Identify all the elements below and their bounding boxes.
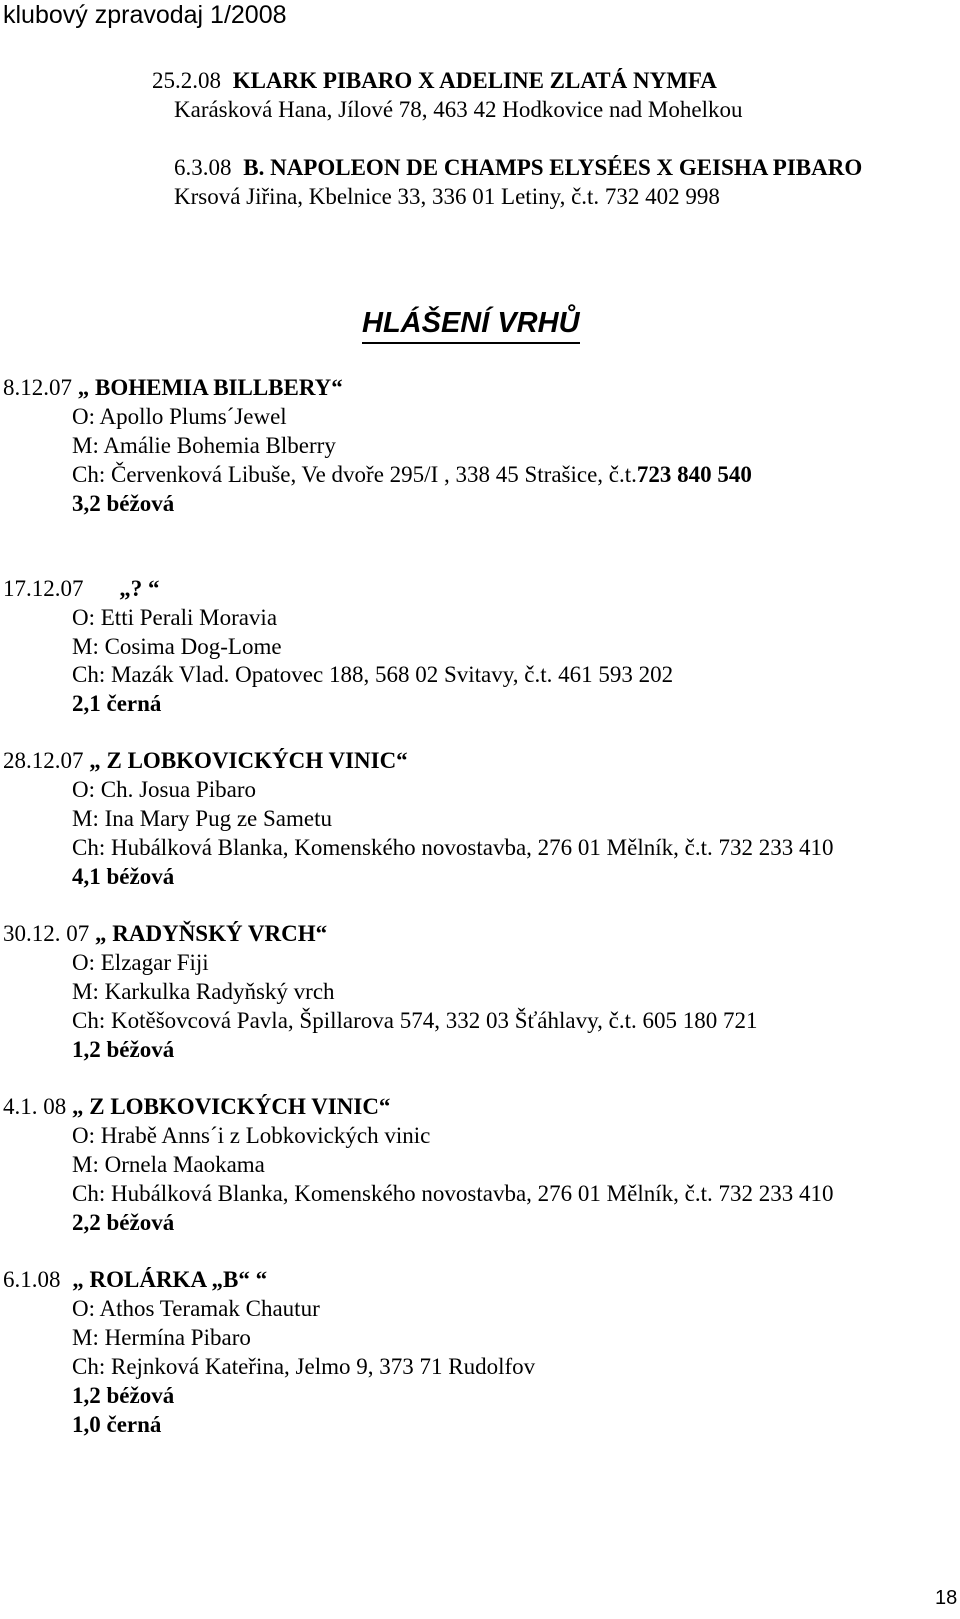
litter-date: 17.12.07 bbox=[3, 576, 84, 601]
litter-kennel: „ ROLÁRKA „B“ “ bbox=[72, 1267, 268, 1292]
litter-count: 1,2 béžová bbox=[72, 1383, 175, 1408]
breeder-phone: 723 840 540 bbox=[636, 462, 752, 487]
litter-sire: O: Ch. Josua Pibaro bbox=[72, 777, 256, 802]
litter-count: 2,2 béžová bbox=[72, 1210, 175, 1235]
litter-count: 1,0 černá bbox=[72, 1412, 162, 1437]
mating-1 bbox=[152, 66, 717, 95]
litter-dam: M: Karkulka Radyňský vrch bbox=[72, 979, 335, 1004]
litter-count: 4,1 béžová bbox=[72, 864, 175, 889]
litter-kennel: „ RADYŇSKÝ VRCH“ bbox=[95, 921, 328, 946]
litter-count: 3,2 béžová bbox=[72, 491, 175, 516]
litter-heading bbox=[3, 919, 327, 948]
page-number: 18 bbox=[935, 1587, 958, 1609]
litter-heading bbox=[3, 574, 160, 603]
litter-sire: O: Athos Teramak Chautur bbox=[72, 1296, 320, 1321]
litter-breeder: Ch: Rejnková Kateřina, Jelmo 9, 373 71 Rudolfov bbox=[72, 1354, 536, 1379]
litter-count: 1,2 béžová bbox=[72, 1037, 175, 1062]
litter-breeder: Ch: Hubálková Blanka, Komenského novostavba, 276 01 Mělník, č.t. 732 233 410 bbox=[72, 1181, 834, 1206]
mating-date: 25.2.08 bbox=[152, 68, 221, 93]
litter-date: 4.1. 08 bbox=[3, 1094, 67, 1119]
litter-dam: M: Hermína Pibaro bbox=[72, 1325, 251, 1350]
litter-heading bbox=[3, 1265, 267, 1294]
litter-kennel: „ Z LOBKOVICKÝCH VINIC“ bbox=[72, 1094, 391, 1119]
litter-sire: O: Etti Perali Moravia bbox=[72, 605, 278, 630]
section-title: HLÁŠENÍ VRHŮ bbox=[362, 306, 580, 344]
litter-breeder: Ch: Kotěšovcová Pavla, Špillarova 574, 332 03 Šťáhlavy, č.t. 605 180 721 bbox=[72, 1008, 758, 1033]
mating-address: Karásková Hana, Jílové 78, 463 42 Hodkovice nad Mohelkou bbox=[174, 97, 743, 122]
litter-breeder: Ch: Hubálková Blanka, Komenského novostavba, 276 01 Mělník, č.t. 732 233 410 bbox=[72, 835, 834, 860]
litter-breeder bbox=[72, 460, 752, 489]
litter-date: 28.12.07 bbox=[3, 748, 84, 773]
litter-count: 2,1 černá bbox=[72, 691, 162, 716]
newsletter-header: klubový zpravodaj 1/2008 bbox=[3, 1, 287, 29]
mating-pair: B. NAPOLEON DE CHAMPS ELYSÉES X GEISHA PIBARO bbox=[243, 155, 863, 180]
breeder-text: Ch: Červenková Libuše, Ve dvoře 295/I , 338 45 Strašice, č.t. bbox=[72, 462, 637, 487]
litter-dam: M: Ina Mary Pug ze Sametu bbox=[72, 806, 332, 831]
litter-kennel: „ Z LOBKOVICKÝCH VINIC“ bbox=[89, 748, 408, 773]
litter-date: 30.12. 07 bbox=[3, 921, 90, 946]
litter-sire: O: Elzagar Fiji bbox=[72, 950, 209, 975]
litter-sire: O: Hrabě Anns´i z Lobkovických vinic bbox=[72, 1123, 431, 1148]
litter-heading bbox=[3, 746, 408, 775]
litter-dam: M: Ornela Maokama bbox=[72, 1152, 265, 1177]
litter-date: 8.12.07 bbox=[3, 375, 72, 400]
litter-kennel: „ BOHEMIA BILLBERY“ bbox=[77, 375, 343, 400]
litter-dam: M: Cosima Dog-Lome bbox=[72, 634, 282, 659]
litter-sire: O: Apollo Plums´Jewel bbox=[72, 404, 287, 429]
mating-date: 6.3.08 bbox=[174, 155, 232, 180]
litter-dam: M: Amálie Bohemia Blberry bbox=[72, 433, 336, 458]
litter-heading bbox=[3, 1092, 390, 1121]
litter-breeder: Ch: Mazák Vlad. Opatovec 188, 568 02 Svitavy, č.t. 461 593 202 bbox=[72, 662, 674, 687]
mating-pair: KLARK PIBARO X ADELINE ZLATÁ NYMFA bbox=[232, 68, 717, 93]
litter-kennel: „? “ bbox=[119, 576, 160, 601]
mating-2 bbox=[174, 153, 862, 182]
mating-address: Krsová Jiřina, Kbelnice 33, 336 01 Letiny, č.t. 732 402 998 bbox=[174, 184, 720, 209]
litter-heading bbox=[3, 373, 343, 402]
litter-date: 6.1.08 bbox=[3, 1267, 61, 1292]
